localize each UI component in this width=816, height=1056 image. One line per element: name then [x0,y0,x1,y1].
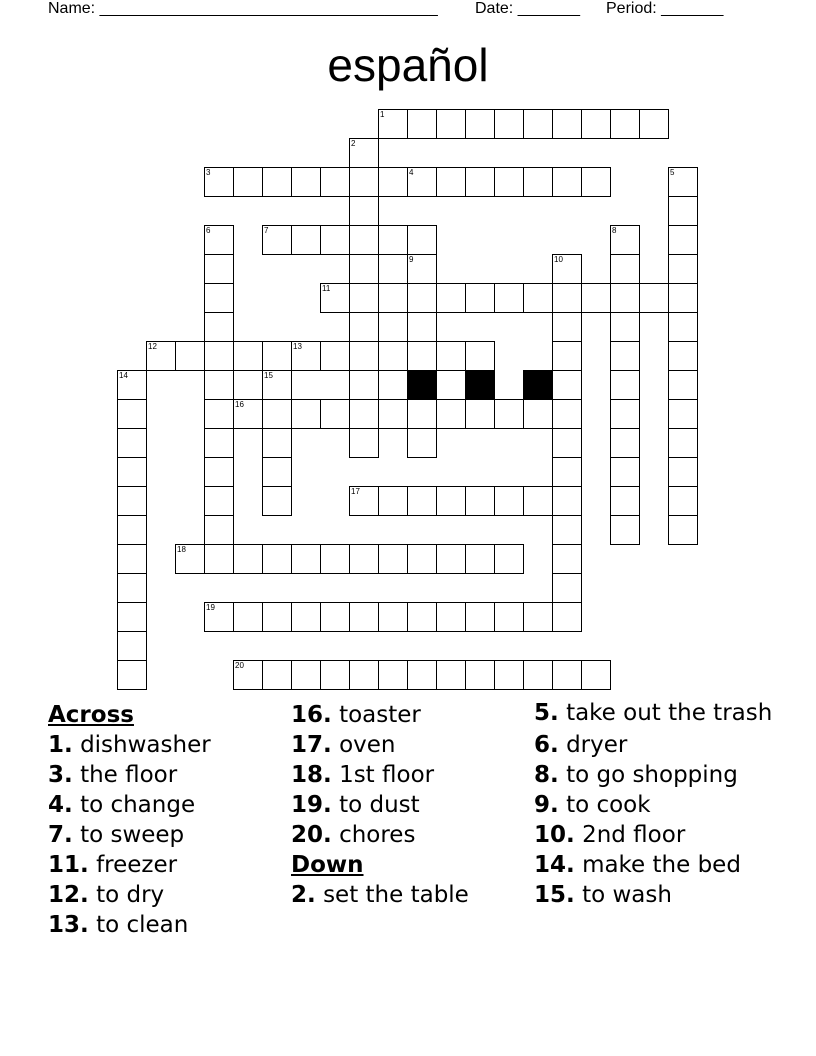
crossword-cell[interactable] [494,167,524,197]
crossword-cell[interactable] [349,312,379,342]
crossword-cell[interactable] [494,544,524,574]
clues-column-2 [291,700,469,910]
crossword-cell[interactable] [204,283,234,313]
crossword-black-square [523,370,553,400]
clue-text: freezer [96,852,178,878]
crossword-cell[interactable] [262,486,292,516]
crossword-cell[interactable] [552,544,582,574]
clue-number: 18. [291,762,332,788]
crossword-cell[interactable] [233,399,263,429]
crossword-cell[interactable] [407,283,437,313]
crossword-cell[interactable] [436,602,466,632]
crossword-cell[interactable] [552,573,582,603]
clue-number: 9. [534,792,559,818]
crossword-cell[interactable] [233,341,263,371]
down-clue [534,700,774,726]
crossword-cell[interactable] [117,602,147,632]
crossword-cell[interactable] [117,399,147,429]
crossword-cell[interactable] [204,341,234,371]
crossword-cell[interactable] [552,167,582,197]
clue-number-label: 16 [235,400,244,409]
clue-number-label: 8 [612,226,617,235]
crossword-cell[interactable] [291,602,321,632]
clue-number-label: 12 [148,342,157,351]
crossword-cell[interactable] [436,399,466,429]
clue-text: toaster [339,702,421,728]
down-clue [534,760,774,790]
crossword-cell[interactable] [668,283,698,313]
crossword-cell[interactable] [407,341,437,371]
down-heading: Down [291,852,364,878]
crossword-cell[interactable] [523,660,553,690]
crossword-cell[interactable] [262,660,292,690]
clue-number: 10. [534,822,575,848]
crossword-cell[interactable] [204,167,234,197]
crossword-cell[interactable] [552,341,582,371]
crossword-cell[interactable] [494,399,524,429]
crossword-cell[interactable] [465,602,495,632]
period-field-label: Period: _______ [606,0,724,17]
crossword-cell[interactable] [233,660,263,690]
crossword-cell[interactable] [233,544,263,574]
crossword-black-square [465,370,495,400]
clue-number: 3. [48,762,73,788]
crossword-cell[interactable] [291,167,321,197]
clue-text: oven [339,732,396,758]
crossword-cell[interactable] [262,428,292,458]
clue-text: to dust [339,792,420,818]
crossword-cell[interactable] [552,660,582,690]
clue-number: 8. [534,762,559,788]
clue-text: dishwasher [80,732,211,758]
crossword-cell[interactable] [378,167,408,197]
crossword-cell[interactable] [349,225,379,255]
crossword-cell[interactable] [494,602,524,632]
crossword-cell[interactable] [117,370,147,400]
crossword-cell[interactable] [668,399,698,429]
crossword-cell[interactable] [552,370,582,400]
crossword-cell[interactable] [494,283,524,313]
crossword-cell[interactable] [378,341,408,371]
crossword-cell[interactable] [320,399,350,429]
crossword-black-square [407,370,437,400]
crossword-cell[interactable] [610,225,640,255]
crossword-cell[interactable] [204,486,234,516]
crossword-cell[interactable] [117,631,147,661]
across-clue [291,700,469,730]
crossword-cell[interactable] [668,254,698,284]
clue-number: 13. [48,912,89,938]
clue-number: 16. [291,702,332,728]
crossword-cell[interactable] [349,283,379,313]
crossword-cell[interactable] [233,602,263,632]
clue-number: 7. [48,822,73,848]
clue-text: to wash [582,882,672,908]
clue-number: 19. [291,792,332,818]
crossword-cell[interactable] [262,341,292,371]
crossword-cell[interactable] [378,602,408,632]
down-clue [534,880,774,910]
crossword-cell[interactable] [320,544,350,574]
crossword-cell[interactable] [291,341,321,371]
crossword-cell[interactable] [610,399,640,429]
crossword-cell[interactable] [204,225,234,255]
clue-number: 5. [534,700,559,726]
crossword-cell[interactable] [407,660,437,690]
crossword-cell[interactable] [436,544,466,574]
down-clue [534,820,774,850]
across-clue [48,850,211,880]
crossword-cell[interactable] [407,486,437,516]
crossword-cell[interactable] [378,283,408,313]
crossword-cell[interactable] [552,515,582,545]
crossword-cell[interactable] [204,399,234,429]
clue-number-label: 14 [119,371,128,380]
across-clue [291,790,469,820]
crossword-cell[interactable] [436,660,466,690]
crossword-cell[interactable] [668,457,698,487]
crossword-cell[interactable] [407,399,437,429]
clue-text: 1st floor [339,762,435,788]
clue-number: 1. [48,732,73,758]
crossword-cell[interactable] [378,225,408,255]
clue-text: make the bed [582,852,741,878]
crossword-cell[interactable] [291,544,321,574]
crossword-cell[interactable] [494,486,524,516]
crossword-cell[interactable] [407,602,437,632]
crossword-cell[interactable] [407,167,437,197]
clue-number: 14. [534,852,575,878]
crossword-cell[interactable] [204,254,234,284]
crossword-cell[interactable] [610,428,640,458]
across-clue [48,760,211,790]
across-clue [291,730,469,760]
clue-text: to sweep [80,822,185,848]
crossword-cell[interactable] [117,515,147,545]
crossword-cell[interactable] [610,283,640,313]
crossword-cell[interactable] [262,457,292,487]
crossword-cell[interactable] [262,544,292,574]
crossword-cell[interactable] [262,225,292,255]
crossword-cell[interactable] [262,167,292,197]
down-clue [534,730,774,760]
crossword-cell[interactable] [552,457,582,487]
crossword-cell[interactable] [378,486,408,516]
clue-text: 2nd floor [582,822,686,848]
clue-number-label: 6 [206,226,211,235]
clue-text: to go shopping [566,762,738,788]
clue-number-label: 9 [409,255,414,264]
down-clue [534,850,774,880]
crossword-cell[interactable] [465,544,495,574]
crossword-cell[interactable] [407,254,437,284]
name-field-label: Name: ______________________________________ [48,0,438,17]
crossword-cell[interactable] [668,341,698,371]
crossword-cell[interactable] [465,167,495,197]
crossword-cell[interactable] [146,341,176,371]
crossword-cell[interactable] [639,283,669,313]
crossword-cell[interactable] [233,167,263,197]
crossword-cell[interactable] [668,428,698,458]
crossword-cell[interactable] [552,109,582,139]
crossword-cell[interactable] [523,486,553,516]
crossword-cell[interactable] [204,602,234,632]
clue-number-label: 18 [177,545,186,554]
crossword-cell[interactable] [465,283,495,313]
crossword-cell[interactable] [552,254,582,284]
crossword-cell[interactable] [552,602,582,632]
crossword-cell[interactable] [668,515,698,545]
crossword-cell[interactable] [407,428,437,458]
crossword-cell[interactable] [204,457,234,487]
crossword-cell[interactable] [378,544,408,574]
crossword-cell[interactable] [436,283,466,313]
clue-number: 15. [534,882,575,908]
clue-text: dryer [566,732,628,758]
crossword-cell[interactable] [581,167,611,197]
crossword-cell[interactable] [523,399,553,429]
crossword-cell[interactable] [262,370,292,400]
clues-column-3 [534,700,774,910]
crossword-cell[interactable] [552,283,582,313]
clue-number: 6. [534,732,559,758]
crossword-cell[interactable] [523,283,553,313]
clue-number-label: 5 [670,168,675,177]
crossword-cell[interactable] [320,167,350,197]
crossword-cell[interactable] [523,167,553,197]
clue-text: chores [339,822,416,848]
crossword-cell[interactable] [378,109,408,139]
down-clue [534,790,774,820]
crossword-cell[interactable] [117,660,147,690]
clue-number-label: 3 [206,168,211,177]
crossword-cell[interactable] [436,167,466,197]
crossword-cell[interactable] [436,486,466,516]
crossword-cell[interactable] [610,109,640,139]
crossword-cell[interactable] [523,109,553,139]
crossword-cell[interactable] [407,109,437,139]
crossword-cell[interactable] [320,283,350,313]
clue-number: 11. [48,852,89,878]
crossword-cell[interactable] [465,341,495,371]
crossword-cell[interactable] [494,660,524,690]
crossword-cell[interactable] [175,544,205,574]
across-clue [48,790,211,820]
crossword-cell[interactable] [407,225,437,255]
crossword-cell[interactable] [117,573,147,603]
crossword-cell[interactable] [581,109,611,139]
crossword-cell[interactable] [668,370,698,400]
crossword-cell[interactable] [610,515,640,545]
crossword-cell[interactable] [291,225,321,255]
crossword-cell[interactable] [291,660,321,690]
crossword-cell[interactable] [349,167,379,197]
crossword-cell[interactable] [668,225,698,255]
crossword-cell[interactable] [581,283,611,313]
crossword-cell[interactable] [204,544,234,574]
crossword-cell[interactable] [349,196,379,226]
clue-number: 2. [291,882,316,908]
crossword-cell[interactable] [349,138,379,168]
across-clue [48,880,211,910]
clue-number-label: 4 [409,168,414,177]
crossword-cell[interactable] [204,312,234,342]
crossword-cell[interactable] [552,428,582,458]
page-title: español [327,39,489,91]
crossword-cell[interactable] [610,370,640,400]
across-clue [48,910,211,940]
crossword-cell[interactable] [639,109,669,139]
crossword-cell[interactable] [668,486,698,516]
crossword-cell[interactable] [436,109,466,139]
crossword-cell[interactable] [117,486,147,516]
clue-number-label: 20 [235,661,244,670]
clue-number: 17. [291,732,332,758]
crossword-cell[interactable] [436,341,466,371]
crossword-cell[interactable] [320,602,350,632]
clue-number: 12. [48,882,89,908]
across-clue [291,820,469,850]
clue-number-label: 10 [554,255,563,264]
clue-text: to change [80,792,196,818]
clue-number-label: 7 [264,226,269,235]
clue-number: 20. [291,822,332,848]
clue-text: take out the trash [566,700,773,726]
clue-number-label: 13 [293,342,302,351]
crossword-cell[interactable] [349,544,379,574]
crossword-cell[interactable] [523,602,553,632]
date-field-label: Date: _______ [475,0,580,17]
clue-text: the floor [80,762,178,788]
crossword-cell[interactable] [610,341,640,371]
crossword-cell[interactable] [494,109,524,139]
crossword-cell[interactable] [349,602,379,632]
down-clue [291,880,469,910]
crossword-cell[interactable] [552,486,582,516]
clue-number-label: 11 [322,284,331,293]
crossword-cell[interactable] [407,544,437,574]
clue-number-label: 2 [351,139,356,148]
crossword-cell[interactable] [668,312,698,342]
crossword-cell[interactable] [668,167,698,197]
clue-text: to cook [566,792,651,818]
crossword-cell[interactable] [204,515,234,545]
crossword-cell[interactable] [378,660,408,690]
crossword-cell[interactable] [349,486,379,516]
crossword-cell[interactable] [610,254,640,284]
crossword-cell[interactable] [320,225,350,255]
crossword-cell[interactable] [465,109,495,139]
crossword-cell[interactable] [552,312,582,342]
across-heading: Across [48,702,134,728]
crossword-cell[interactable] [349,341,379,371]
crossword-cell[interactable] [349,660,379,690]
crossword-cell[interactable] [378,399,408,429]
crossword-cell[interactable] [117,544,147,574]
crossword-cell[interactable] [610,457,640,487]
clue-number: 4. [48,792,73,818]
crossword-cell[interactable] [320,341,350,371]
crossword-cell[interactable] [175,341,205,371]
crossword-cell[interactable] [610,486,640,516]
crossword-cell[interactable] [465,660,495,690]
across-clue [48,820,211,850]
crossword-cell[interactable] [349,428,379,458]
crossword-cell[interactable] [291,399,321,429]
clue-text: set the table [323,882,469,908]
clue-number-label: 17 [351,487,360,496]
clues-column-1 [48,700,211,940]
crossword-cell[interactable] [465,399,495,429]
crossword-cell[interactable] [117,457,147,487]
crossword-cell[interactable] [465,486,495,516]
crossword-cell[interactable] [668,196,698,226]
clue-text: to clean [96,912,189,938]
clue-number-label: 1 [380,110,385,119]
crossword-cell[interactable] [204,370,234,400]
crossword-cell[interactable] [407,312,437,342]
clue-number-label: 19 [206,603,215,612]
crossword-cell[interactable] [262,602,292,632]
crossword-cell[interactable] [581,660,611,690]
crossword-cell[interactable] [552,399,582,429]
crossword-cell[interactable] [204,428,234,458]
crossword-cell[interactable] [349,254,379,284]
crossword-cell[interactable] [349,399,379,429]
crossword-cell[interactable] [349,370,379,400]
crossword-cell[interactable] [262,399,292,429]
across-clue [291,760,469,790]
crossword-cell[interactable] [117,428,147,458]
across-clue [48,730,211,760]
crossword-cell[interactable] [610,312,640,342]
crossword-cell[interactable] [320,660,350,690]
clue-number-label: 15 [264,371,273,380]
clue-text: to dry [96,882,165,908]
